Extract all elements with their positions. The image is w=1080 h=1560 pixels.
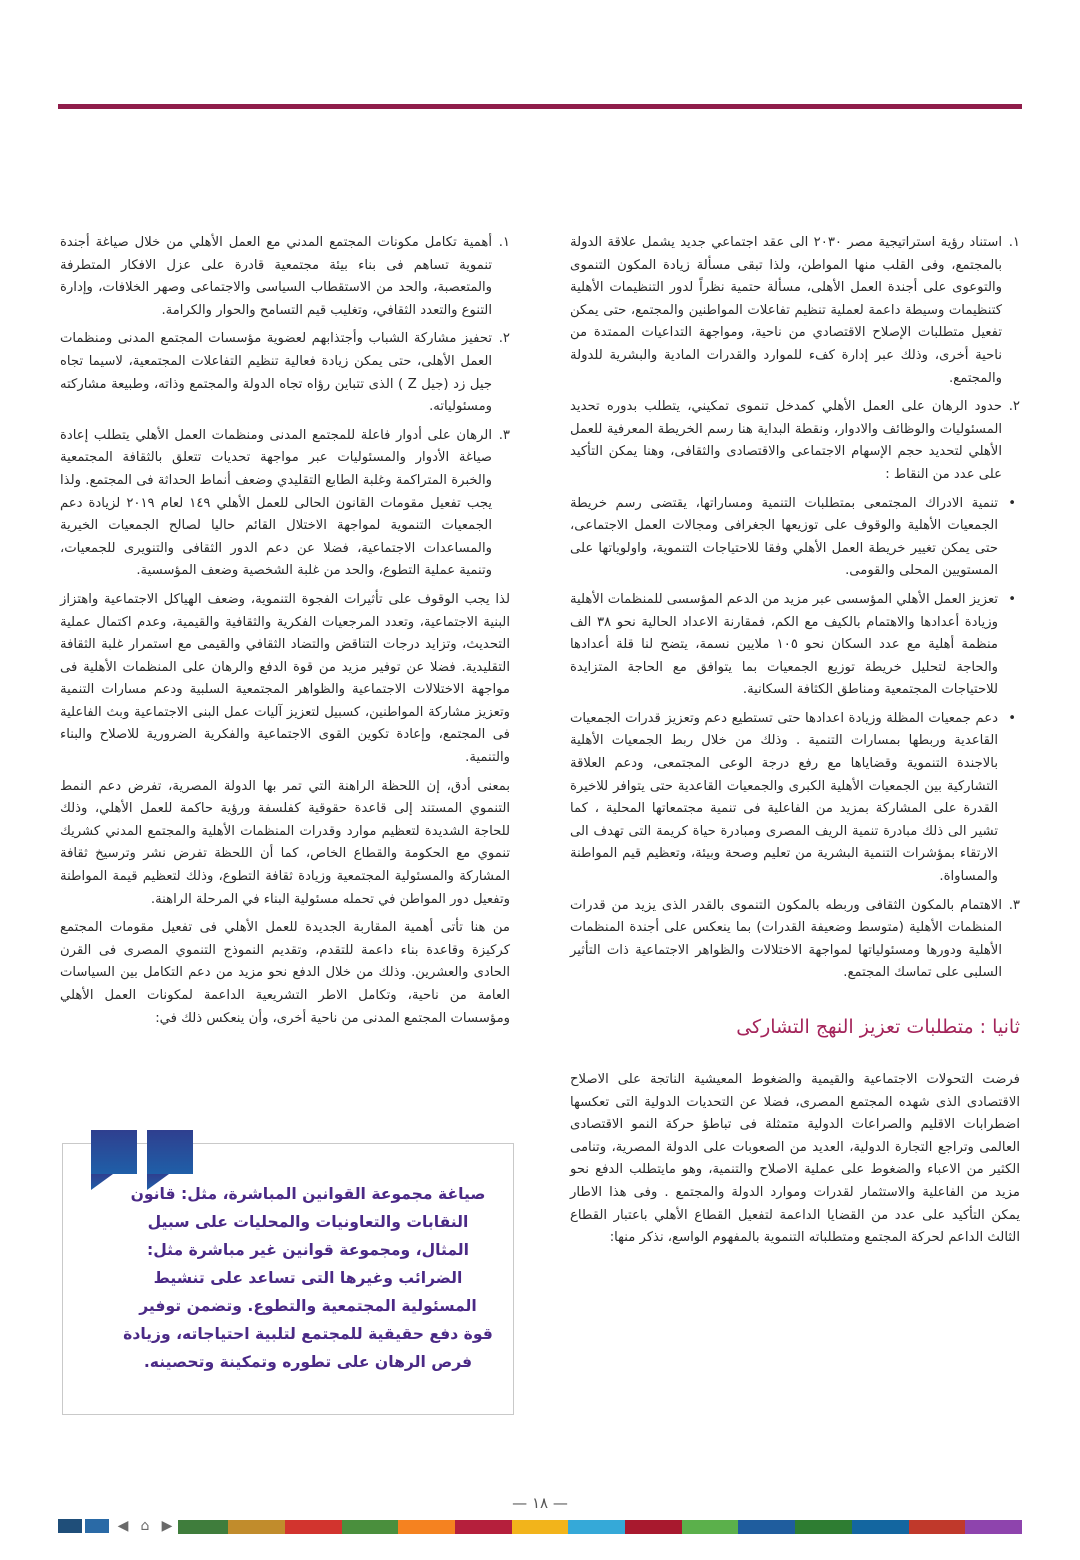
item-text: أهمية تكامل مكونات المجتمع المدني مع العمل الأهلي من خلال صياغة أجندة تنموية تساهم فى بناء بيئة مجتمعية قادرة على عزل الافكار المتطرفة والمتعصبة، والحد من الاستقطاب السياسى والاجتماعى وصهر الخلافات، وإدارة التنوع والتعدد الثقافي، وتغليب قيم التسامح والحوار والكرامة. [60,235,492,318]
footer-color-segment [795,1520,852,1534]
item-text: استناد رؤية استراتيجية مصر ٢٠٣٠ الى عقد اجتماعي جديد يشمل علاقة الدولة بالمجتمع، وفى القلب منها المواطن، ولذا تبقى مسألة زيادة المكون التنموى والتوعوى على أجندة العمل الأهلى، مسألة حتمية نظراً لدور التنظيمات الأهلية كتنظيمات وسيطة داعمة لعملية تنظيم تفاعلات المواطنين والمجتمع، حتى يمكن تفعيل متطلبات الإصلاح الاقتصادي من ناحية، ومواجهة التداعيات الممتدة من ناحية أخرى، وذلك عبر إدارة كفء للموارد والقدرات المادية والبشرية للدولة والمجتمع. [570,235,1002,386]
footer-color-segment [852,1520,909,1534]
footer-color-segment [171,1520,228,1534]
home-icon[interactable]: ⌂ [140,1518,150,1534]
arrow-left-icon[interactable]: ◀ [117,1518,129,1534]
numbered-item [570,396,1020,486]
numbered-item [570,895,1020,985]
item-text: حدود الرهان على العمل الأهلي كمدخل تنموى تمكيني، يتطلب بدوره تحديد المسئوليات والوظائف والادوار، ونقطة البداية هنا رسم الخريطة المعرفية للعمل الأهلي لتحديد حجم الإسهام الاجتماعى والاقتصادى والثقافى، وهنا يمكن التأكيد على عدد من النقاط : [570,399,1002,482]
numbered-item [60,425,510,583]
quote-box [62,1143,514,1415]
item-number: ١. [1008,235,1020,250]
bullet-item [570,493,1020,583]
footer-color-segment [285,1520,342,1534]
footer-color-segment [342,1520,399,1534]
item-number: ٢. [498,331,510,347]
bullet-item [570,589,1020,702]
footer-color-segment [398,1520,455,1534]
section-heading: ثانيا : متطلبات تعزيز النهج التشاركى [736,1016,1020,1038]
footer-color-segment [909,1520,966,1534]
nav-square [58,1519,82,1533]
footer-color-bar [58,1520,1022,1534]
footer-color-segment [965,1520,1022,1534]
item-number: ٢. [1008,399,1020,415]
arrow-right-icon[interactable]: ▶ [161,1518,173,1534]
quote-text: صياغة مجموعة القوانين المباشرة، مثل: قانون النقابات والتعاونيات والمحليات على سبيل المثال، ومجموعة قوانين غير مباشرة مثل: الضرائب وغيرها التى تساعد على تنشيط المسئولية المجتمعية والتطوع. وتضمن توفير قوة دفع حقيقية للمجتمع لتلبية احتياجاته، وزيادة فرص الرهان على تطوره وتمكينة وتحصينه. [123,1185,493,1371]
footer-color-segment [625,1520,682,1534]
bullet-icon: • [1008,591,1016,607]
numbered-item [60,232,510,322]
right-column [570,232,1020,1256]
bullet-text: دعم جمعيات المظلة وزيادة اعدادها حتى تستطيع دعم وتعزيز قدرات الجمعيات القاعدية وربطها بمسارات التنمية . وذلك من خلال ربط الجمعيات الأهلية بالاجندة التنموية وقضاياها مع رفع درجة الوعى المجتمعى، ودعم العلاقة التشاركية بين الجمعيات الأهلية الكبرى والجمعيات القاعدية حتى يتوافر للاخيرة القدرة على المشاركة بمزيد من الفاعلية فى تنمية مجتمعاتها المحلية ، كما تشير الى ذلك مبادرة تنمية الريف المصرى ومبادرة حياة كريمة التى تهدف الى الارتقاء بمؤشرات التنمية البشرية من تعليم وصحة وبيئة، وتعظيم قيم المواطنة والمساواة. [570,710,998,885]
left-column [60,232,510,1036]
item-number: ١. [498,235,510,250]
body-paragraph: بمعنى أدق، إن اللحظة الراهنة التي تمر بها الدولة المصرية، تفرض دعم النمط التنموي المستند إلى قاعدة حقوقية كفلسفة ورؤية حاكمة للعمل الأهلي، وذلك للحاجة الشديدة لتعظيم موارد وقدرات المنظمات الأهلية والمجتمع المدني كشريك تنموي مع الحكومة والقطاع الخاص، كما أن اللحظة تفرض نشر وترسيخ ثقافة المشاركة والمسئولية المجتمعية وزيادة ثقافة التطوع، وذلك لتعظيم قيمة المواطنة وتفعيل دور المواطن في تحمله مسئولية البناء في المرحلة الراهنة. [60,778,510,907]
footer-color-segment [568,1520,625,1534]
top-accent-rule [58,104,1022,109]
numbered-item [60,328,510,418]
page-number: — ١٨ — [512,1494,568,1512]
bullet-icon: • [1008,495,1016,511]
item-number: ٣. [1008,897,1020,913]
body-paragraph: لذا يجب الوقوف على تأثيرات الفجوة التنموية، وضعف الهياكل الاجتماعية واهتزاز البنية الاجتماعية، وتعدد المرجعيات الفكرية والثقافية والقيمية، وعدم اكتمال عملية التحديث، وتزايد درجات التناقض والتضاد الثقافي والقيمى مع استمرار غلبة الثقافة التقليدية. فضلا عن توفير مزيد من قوة الدفع والرهان على المنظمات الأهلية فى مواجهة الاختلالات الاجتماعية والظواهر المجتمعية السلبية ودعم مسارات التنمية وتعزيز مشاركة المواطنين، كسبيل لتعزيز آليات عمل البنى الاجتماعية وبث الفاعلية فى المجتمع، وإعادة تكوين القوى الاجتماعية والفكرية الضرورية للاصلاح والبناء والتنمية. [60,591,510,766]
bullet-icon: • [1008,710,1016,726]
footer-color-segment [455,1520,512,1534]
footer-color-segment [682,1520,739,1534]
section-paragraph: فرضت التحولات الاجتماعية والقيمية والضغوط المعيشية الناتجة على الاصلاح الاقتصادى الذى شهده المجتمع المصرى، فضلا عن التحديات الدولية التى تعكسها اضطرابات الاقليم والصراعات الدولية متمثلة فى تباطؤ حركة النمو الاقتصادى العالمى وتراجع التجارة الدولية، العديد من الصعوبات على الدولة المصرية، وتنامى الكثير من الاعباء والضغوط على عملية الاصلاح والتنمية، وهو مايتطلب الدفع نحو مزيد من الفاعلية والاستثمار لقدرات وموارد الدولة والمجتمع . وفى هذا الاطار يمكن التأكيد على عدد من القضايا الداعمة لتفعيل القطاع الأهلي باعتبار القطاع الثالث الداعم لحركة المجتمع ومتطلباته التنموية بالمفهوم الواسع، نذكر منها: [570,1072,1020,1246]
item-text: الاهتمام بالمكون الثقافى وربطه بالمكون التنموى بالقدر الذى يزيد من قدرات المنظمات الأهلية (متوسط وضعيفة القدرات) بما ينعكس على أجندة المنظمات الأهلية ودورها ومسئولياتها لمواجهة الاختلالات والظواهر الاجتماعية ذات التأثير السلبى على تماسك المجتمع. [570,897,1002,981]
item-text: تحفيز مشاركة الشباب وأجتذابهم لعضوية مؤسسات المجتمع المدنى ومنظمات العمل الأهلى، حتى يمكن زيادة فعالية تنظيم التفاعلات المجتمعية، لاسيما تجاه جيل زد (جيل Z ) الذى تتباين رؤاه تجاه الدولة والمجتمع وذاته، وطبيعة مشاركته ومسئولياته. [60,331,492,415]
bullet-text: تعزيز العمل الأهلي المؤسسى عبر مزيد من الدعم المؤسسى للمنظمات الأهلية وزيادة أعدادها والاهتمام بالكيف مع الكم، فمقارنة الاعداد الحالية نحو ٣٨ الف منظمة أهلية مع عدد السكان نحو ١٠٥ ملايين نسمة، يتضح لنا قلة أعدادها والحاجة لتحليل خريطة توزيع الجمعيات بما يتوافق مع الحاجة المتزايدة للاحتياجات المجتمعية ومناطق الكثافة السكانية. [569,591,998,698]
bullet-text: تنمية الادراك المجتمعى بمتطلبات التنمية ومساراتها، يقتضى رسم خريطة الجمعيات الأهلية والوقوف على توزيعها الجغرافى ومجالات العمل الاجتماعى، حتى يمكن تغيير خريطة العمل الأهلي وفقا للاحتياجات التنموية، واولوياتها على المستويين المحلى والقومى. [570,495,998,579]
numbered-item [570,232,1020,390]
item-text: الرهان على أدوار فاعلة للمجتمع المدنى ومنظمات العمل الأهلي يتطلب إعادة صياغة الأدوار والمسئوليات عبر مواجهة تحديات تتعلق بالثقافة المجتمعية والخبرة المتراكمة وغلبة الطابع التقليدي وضعف أنماط الحداثة فى المجتمع. ولذا يجب تفعيل مقومات القانون الحالى للعمل الأهلي ١٤٩ لعام ٢٠١٩ لزيادة دعم الجمعيات التنموية لمواجهة الاختلال القائم حاليا لصالح الجمعيات الخيرية والمساعدات الاجتماعية، فضلا عن دعم الدور الثقافى والتنويرى للجمعيات، وتنمية عملية التطوع، والحد من غلبة الشخصية وضعف المؤسسية. [60,427,492,579]
footer-color-segment [228,1520,285,1534]
nav-square [85,1519,109,1533]
item-number: ٣. [498,427,510,443]
body-paragraph: من هنا تأتى أهمية المقاربة الجديدة للعمل الأهلي فى تفعيل مقومات المجتمع كركيزة وقاعدة بناء داعمة للتقدم، وتقديم النموذج التنموي المصرى فى القرن الحادى والعشرين. وذلك من خلال الدفع نحو مزيد من دعم التكامل بين السياسات العامة من ناحية، وتكامل الاطر التشريعية الداعمة لمكونات العمل الأهلي ومؤسسات المجتمع المدنى من ناحية أخرى، وأن ينعكس ذلك في: [60,920,510,1026]
footer-color-segment [738,1520,795,1534]
bullet-item [570,708,1020,889]
footer-color-segment [512,1520,569,1534]
footer-navigation [58,1515,178,1537]
